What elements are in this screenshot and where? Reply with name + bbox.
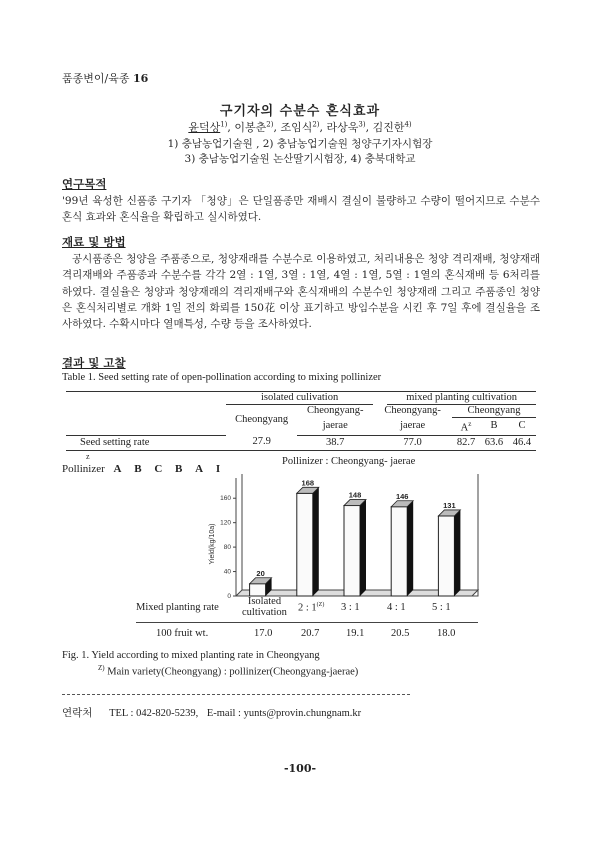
contact-email: E-mail : yunts@provin.chungnam.kr [206, 708, 362, 719]
category-label: 2 : $1^{(Z)}$ [298, 602, 325, 614]
table-cell: 63.6 [480, 435, 508, 450]
affiliation-line: 3) 충남농업기술원 논산딸기시험장, 4) 충북대학교 [184, 153, 416, 165]
table-cell: 38.7 [297, 435, 373, 450]
chart-bar [250, 584, 266, 596]
contact-line [62, 705, 361, 720]
pollinizer-legend: Pollinizer : Cheongyang- jaerae [282, 456, 416, 467]
divider [136, 622, 478, 623]
chart-data-label: 148 [348, 490, 362, 500]
pollinizer-mark: A [113, 463, 122, 475]
divider [62, 694, 410, 695]
seed-setting-table [66, 391, 536, 451]
pollinizer-mark: I [215, 463, 221, 475]
section-title-purpose: 연구목적 [62, 177, 107, 191]
table-subgroup-header: Cheongyang [452, 405, 536, 418]
fruit-weight-cell: 20.5 [391, 628, 410, 639]
methods-paragraph: 공시품종은 청양을 주품종으로, 청양재래를 수분수로 이용하였고, 처리내용은 청양 격리재배, 청양재래 격리재배와 주품종과 수분수를 각각 2열 : 1열, 3열 : 1열, 4열 : 1열, 5열 : 1열의 혼식재배 등 6처리를 하였다. 결실율은 청양과 청양재래의 격리재배구와 혼식재배의 수분수인 청양재래 그리고 주품종인 청양은 혼식처리별로 개화 1일 전의 화뢰를 150花 이상 표기하고 방임수분을 시킨 후 7일 후에 결실율을 조사하였다. 수확시마다 열매특성, 수량 등을 조사하였다. [62, 253, 540, 331]
chart-data-label: 146 [395, 491, 409, 501]
chart-y-axis-label: Yield(kg/10a) [209, 523, 216, 565]
chart-data-label: 20 [256, 568, 265, 578]
fruit-weight-cell: 20.7 [301, 628, 320, 639]
table-row-label: Seed setting rate [66, 435, 226, 450]
pollinizer-label: Pollinizer [62, 463, 105, 475]
category-label: 4 : 1 [387, 602, 406, 613]
chart-tick-label: 0 [227, 593, 231, 600]
paper-title: 구기자의 수분수 혼식효과 [219, 104, 381, 119]
table-cell: 46.4 [508, 435, 536, 450]
fruit-weight-cell: 19.1 [346, 628, 365, 639]
chart-bar-side [407, 501, 413, 596]
affiliation-line: 1) 충남농업기술원 , 2) 충남농업기술원 청양구기자시험장 [167, 138, 433, 150]
figure-caption: Fig. 1. Yield according to mixed planting rate in Cheongyang [62, 650, 320, 661]
table-caption: Table 1. Seed setting rate of open-pollination according to mixing pollinizer [62, 372, 382, 383]
category-label: 3 : 1 [341, 602, 360, 613]
header-number: 16 [132, 72, 149, 85]
section-title-results: 결과 및 고찰 [62, 356, 126, 370]
header-section: 품종변이/육종 [62, 72, 130, 85]
pollinizer-mark: B [134, 463, 142, 475]
table-cell: 77.0 [373, 435, 452, 450]
chart-tick-label: 160 [220, 495, 231, 503]
table-group-header: isolated culivation [226, 392, 373, 405]
author-list: 윤덕상$^{1)}$, 이봉춘$^{2)}$, 조임식$^{2)}$, 라상욱$^{3)}$, 김진한$^{4)}$ [188, 120, 412, 134]
page-number: -100- [283, 762, 317, 775]
table-col-header: B [480, 418, 508, 436]
chart-tick-label: 80 [223, 544, 231, 552]
pollinizer-mark: A [195, 463, 204, 475]
fruit-weight-label: 100 fruit wt. [156, 628, 209, 639]
chart-data-label: 168 [301, 478, 315, 488]
category-label: 5 : 1 [432, 602, 451, 613]
chart-bar-side [313, 487, 319, 596]
category-label: Isolated cultivation [242, 596, 287, 618]
table-group-header: mixed planting cultivation [387, 392, 536, 405]
fruit-weight-cell: 17.0 [254, 628, 273, 639]
chart-bar [344, 506, 360, 596]
table-col-header: Cheongyang- [306, 405, 364, 417]
purpose-paragraph: '99년 육성한 신품종 구기자 「청양」은 단일품종만 재배시 결실이 불량하고 수량이 떨어지므로 수분수 혼식 효과와 혼식율을 확립하고 실시하였다. [62, 195, 540, 224]
chart-tick-label: 40 [223, 568, 231, 576]
yield-bar-chart [200, 474, 490, 614]
chart-bar-side [360, 500, 366, 596]
table-col-header: C [508, 418, 536, 436]
chart-bar-side [454, 510, 460, 596]
chart-tick-label: 120 [220, 519, 231, 527]
table-cell: 82.7 [452, 435, 480, 450]
chart-bar [438, 516, 454, 596]
chart-bar [297, 493, 313, 596]
fruit-weight-cell: 18.0 [437, 628, 456, 639]
mixed-rate-label: Mixed planting rate [136, 602, 219, 613]
table-col-header: Cheongyang- [384, 405, 441, 417]
chart-bar [391, 507, 407, 596]
table-col-header: Cheongyang [235, 414, 289, 425]
contact-tel: TEL : 042-820-5239, [109, 708, 199, 719]
table-cell: 27.9 [226, 435, 297, 450]
page-header [62, 70, 148, 86]
lead-author: 윤덕상 [188, 121, 221, 134]
section-title-methods: 재료 및 방법 [62, 235, 126, 249]
pollinizer-mark: B [175, 463, 183, 475]
figure-note: $^{Z)}$ Main variety(Cheongyang) : pollinizer(Cheongyang-jaerae) [98, 664, 359, 678]
table-col-header: jaerae [373, 418, 452, 436]
table-col-header: $A^z$ [452, 418, 480, 436]
table-footnote-mark: z [86, 452, 90, 461]
contact-label: 연락처 [62, 708, 93, 719]
table-col-header: jaerae [297, 418, 373, 436]
chart-data-label: 131 [443, 500, 456, 510]
pollinizer-mark: C [154, 463, 163, 475]
